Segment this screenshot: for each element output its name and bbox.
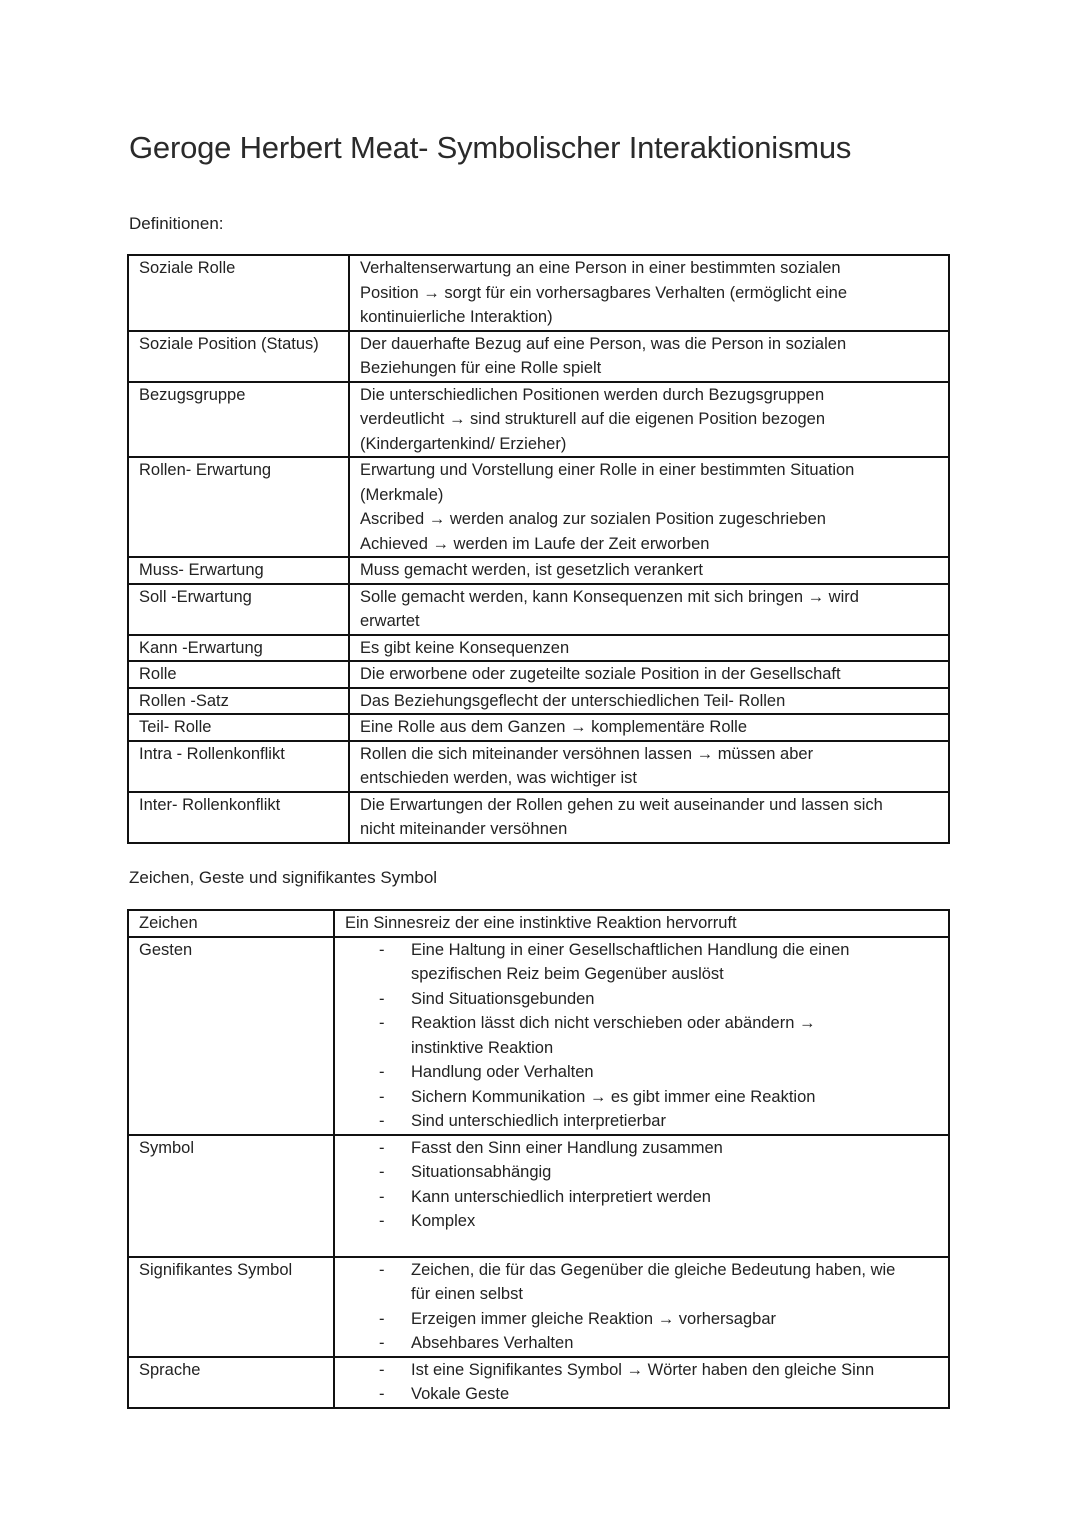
symbols-table	[127, 909, 950, 1409]
term-cell: Zeichen	[128, 910, 334, 937]
table-row	[128, 557, 949, 584]
description-line: Es gibt keine Konsequenzen	[360, 638, 570, 657]
list-item	[411, 1382, 942, 1407]
term-cell: Signifikantes Symbol	[128, 1257, 334, 1357]
table-row	[128, 661, 949, 688]
term-cell: Rollen -Satz	[128, 688, 349, 715]
list-item-line: - Ist eine Signifikantes Symbol → Wörter haben den gleiche Sinn	[411, 1360, 875, 1379]
description-cell	[349, 457, 949, 557]
description-cell	[349, 688, 949, 715]
list-item-line: instinktive Reaktion	[411, 1038, 554, 1057]
list-item-line: - Zeichen, die für das Gegenüber die gleiche Bedeutung haben, wie	[411, 1260, 896, 1279]
term-cell: Inter- Rollenkonflikt	[128, 792, 349, 843]
table-row	[128, 635, 949, 662]
list-item-line: - Kann unterschiedlich interpretiert werden	[411, 1187, 711, 1206]
term-cell: Soziale Rolle	[128, 255, 349, 331]
list-item-line: - Situationsabhängig	[411, 1163, 552, 1181]
definitions-table	[127, 254, 950, 844]
description-cell	[349, 382, 949, 458]
description-line: Achieved → werden im Laufe der Zeit erworben	[360, 534, 710, 553]
term-cell: Kann -Erwartung	[128, 635, 349, 662]
description-cell	[349, 792, 949, 843]
description-cell	[349, 331, 949, 382]
list-item-line: - Sichern Kommunikation → es gibt immer eine Reaktion	[411, 1087, 816, 1106]
term-cell: Sprache	[128, 1357, 334, 1408]
term-cell: Gesten	[128, 937, 334, 1135]
list-item-line: - Komplex	[411, 1212, 476, 1230]
description-line: kontinuierliche Interaktion)	[360, 308, 553, 326]
table-row	[128, 255, 949, 331]
list-item-line: - Erzeigen immer gleiche Reaktion → vorhersagbar	[411, 1309, 776, 1328]
table-row	[128, 584, 949, 635]
page-title: Geroge Herbert Meat- Symbolischer Interaktionismus	[129, 130, 852, 165]
description-line: Solle gemacht werden, kann Konsequenzen mit sich bringen → wird	[360, 587, 859, 606]
list-item	[411, 938, 942, 987]
list-item-line: - Handlung oder Verhalten	[411, 1063, 594, 1081]
list-item	[411, 1060, 942, 1085]
description-cell	[349, 255, 949, 331]
bullet-list	[345, 938, 942, 1134]
description-line: Der dauerhafte Bezug auf eine Person, was die Person in sozialen	[360, 334, 847, 353]
list-item	[411, 987, 942, 1012]
description-cell	[349, 661, 949, 688]
description-line: nicht miteinander versöhnen	[360, 820, 568, 838]
description-line: verdeutlicht → sind strukturell auf die eigenen Position bezogen	[360, 410, 826, 428]
term-cell: Teil- Rolle	[128, 714, 349, 741]
bullet-list	[345, 1258, 942, 1356]
description-line: Erwartung und Vorstellung einer Rolle in einer bestimmten Situation	[360, 461, 855, 479]
description-line: entschieden werden, was wichtiger ist	[360, 769, 637, 787]
definitions-heading: Definitionen:	[129, 214, 224, 233]
description-line: Die Erwartungen der Rollen gehen zu weit auseinander und lassen sich	[360, 795, 883, 814]
table-row	[128, 382, 949, 458]
list-item-line: spezifischen Reiz beim Gegenüber auslöst	[411, 965, 724, 983]
term-cell: Intra - Rollenkonflikt	[128, 741, 349, 792]
list-item	[411, 1209, 942, 1234]
table-row	[128, 792, 949, 843]
term-cell: Muss- Erwartung	[128, 557, 349, 584]
list-item-line: - Sind unterschiedlich interpretierbar	[411, 1112, 666, 1130]
bullet-list	[345, 1136, 942, 1234]
description-line: Position → sorgt für ein vorhersagbares Verhalten (ermöglicht eine	[360, 283, 847, 302]
bullet-list-cell	[334, 937, 949, 1135]
description-cell	[349, 635, 949, 662]
list-item	[411, 1160, 942, 1185]
list-item	[411, 1136, 942, 1161]
description-line: erwartet	[360, 612, 420, 630]
term-cell: Bezugsgruppe	[128, 382, 349, 458]
bullet-list-cell	[334, 1135, 949, 1257]
description-cell	[349, 584, 949, 635]
list-item	[411, 1085, 942, 1110]
description-line: Eine Rolle aus dem Ganzen → komplementäre Rolle	[360, 718, 748, 736]
list-item	[411, 1109, 942, 1134]
symbols-heading: Zeichen, Geste und signifikantes Symbol	[129, 868, 438, 887]
description-cell	[349, 741, 949, 792]
list-item	[411, 1258, 942, 1307]
term-cell: Rolle	[128, 661, 349, 688]
description-line: Muss gemacht werden, ist gesetzlich verankert	[360, 561, 703, 579]
term-cell: Rollen- Erwartung	[128, 457, 349, 557]
list-item-line: - Absehbares Verhalten	[411, 1334, 574, 1352]
table-row	[128, 741, 949, 792]
term-cell: Soziale Position (Status)	[128, 331, 349, 382]
list-item-line: - Sind Situationsgebunden	[411, 989, 595, 1008]
table-row	[128, 1135, 949, 1257]
term-cell: Soll -Erwartung	[128, 584, 349, 635]
term-cell: Symbol	[128, 1135, 334, 1257]
table-row	[128, 937, 949, 1135]
table-row	[128, 714, 949, 741]
description-line: Die unterschiedlichen Positionen werden durch Bezugsgruppen	[360, 385, 825, 404]
list-item	[411, 1185, 942, 1210]
table-row	[128, 1357, 949, 1408]
description-cell: Ein Sinnesreiz der eine instinktive Reaktion hervorruft	[334, 910, 949, 937]
description-line: Verhaltenserwartung an eine Person in einer bestimmten sozialen	[360, 259, 841, 277]
description-line: Das Beziehungsgeflecht der unterschiedlichen Teil- Rollen	[360, 691, 786, 710]
list-item-line: - Eine Haltung in einer Gesellschaftlichen Handlung die einen	[411, 940, 850, 959]
list-item-line: - Vokale Geste	[411, 1385, 510, 1403]
table-row	[128, 1257, 949, 1357]
list-item-line: - Reaktion lässt dich nicht verschieben oder abändern →	[411, 1014, 816, 1032]
description-cell	[349, 557, 949, 584]
table-row	[128, 910, 949, 937]
description-cell	[349, 714, 949, 741]
description-line: Beziehungen für eine Rolle spielt	[360, 359, 602, 377]
list-item-line: - Fasst den Sinn einer Handlung zusammen	[411, 1138, 723, 1157]
description-line: (Merkmale)	[360, 485, 444, 504]
description-line: Die erworbene oder zugeteilte soziale Position in der Gesellschaft	[360, 665, 841, 683]
description-line: Ascribed → werden analog zur sozialen Position zugeschrieben	[360, 510, 826, 528]
list-item	[411, 1307, 942, 1332]
list-item	[411, 1358, 942, 1383]
table-row	[128, 331, 949, 382]
list-item	[411, 1011, 942, 1060]
bullet-list-cell	[334, 1357, 949, 1408]
list-item-line: für einen selbst	[411, 1285, 523, 1303]
bullet-list	[345, 1358, 942, 1407]
description-line: Rollen die sich miteinander versöhnen lassen → müssen aber	[360, 744, 814, 763]
description-line: (Kindergartenkind/ Erzieher)	[360, 434, 567, 453]
table-row	[128, 457, 949, 557]
table-row	[128, 688, 949, 715]
list-item	[411, 1331, 942, 1356]
bullet-list-cell	[334, 1257, 949, 1357]
